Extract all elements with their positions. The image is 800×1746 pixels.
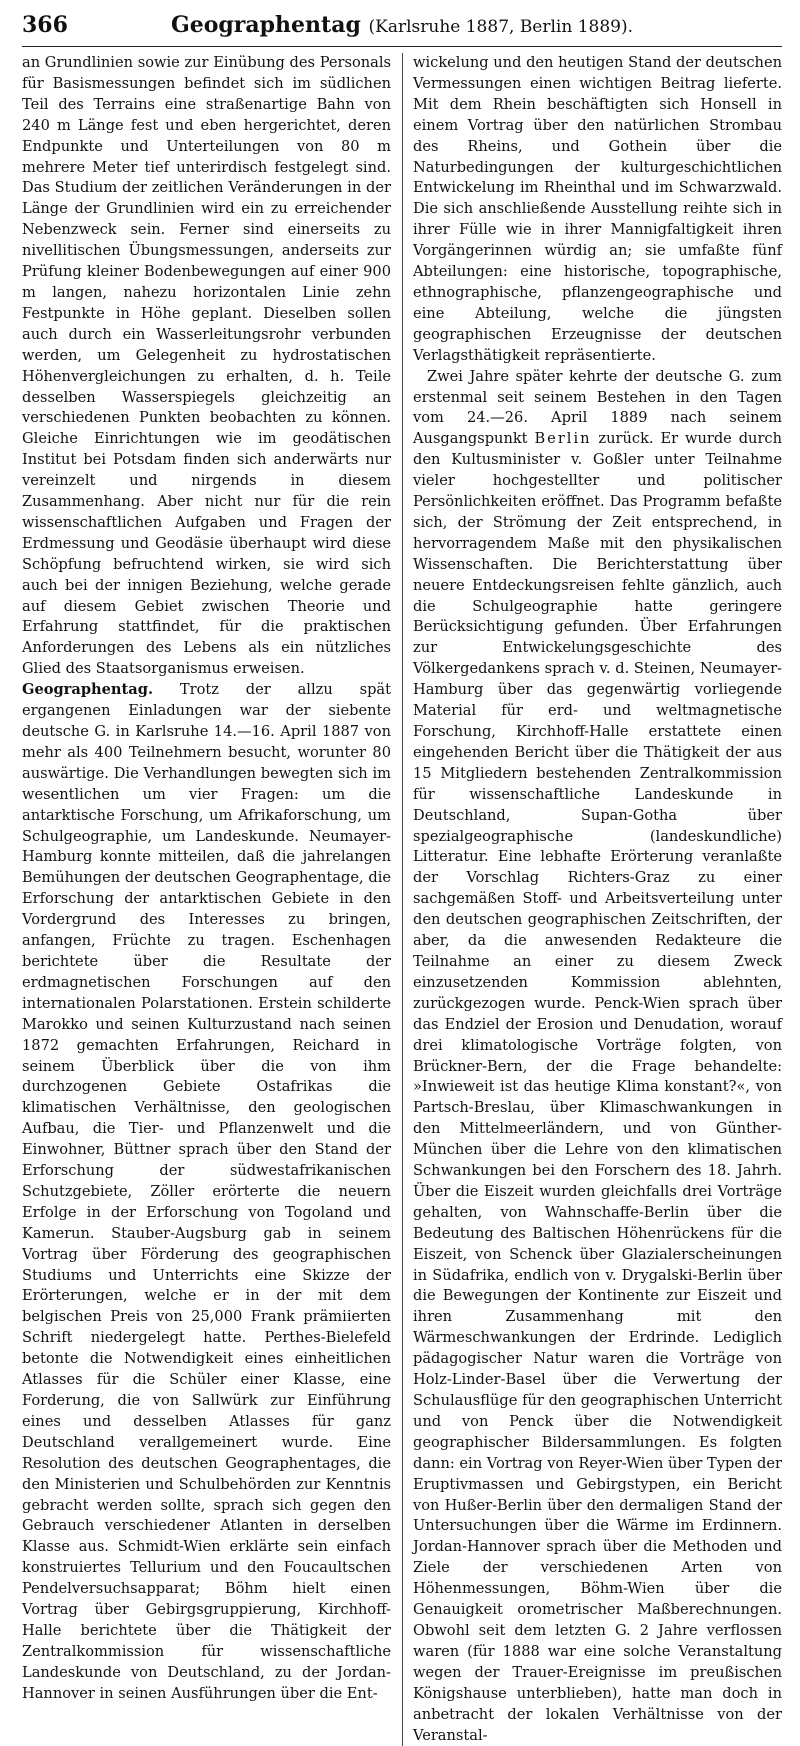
page-header bbox=[22, 6, 782, 47]
paragraph-berlin-1889 bbox=[413, 367, 782, 1746]
running-title-subtitle: (Karlsruhe 1887, Berlin 1889). bbox=[368, 17, 634, 37]
running-title bbox=[22, 12, 782, 38]
page-number: 366 bbox=[22, 12, 68, 38]
paragraph-berlin-text-a: Zwei Jahre später kehrte der deutsche G. zum erstenmal seit seinem Bestehen in den Tagen vom 24.—26. April 1889 nach seinem Ausgangspunkt bbox=[413, 367, 782, 448]
right-column bbox=[413, 53, 782, 1746]
city-berlin: Berlin bbox=[534, 430, 592, 448]
left-column bbox=[22, 53, 391, 1746]
entry-keyword: Geographentag. bbox=[22, 681, 154, 699]
running-title-main: Geographentag bbox=[170, 12, 361, 38]
paragraph-berlin-text-b: zurück. Er wurde durch den Kultusminister v. Goßler unter Teilnahme vieler hochgestellter und politischer Persönlichkeiten eröffnet. Das Programm befaßte sich, der Strömung der Zeit entsprechend, in hervorragendem Maße mit den physikalischen Wissenschaften. Die Berichterstattung über neuere Entdeckungsreisen fehlte gänzlich, auch die Schulgeographie hatte geringere Berücksichtigung gefunden. Über Erfahrungen zur Entwickelungsgeschichte des Völkergedankens sprach v. d. Steinen, Neumayer-Hamburg über das gegenwärtig vorliegende Material für erd- und weltmagnetische Forschung, Kirchhoff-Halle erstattete einen eingehenden Bericht über die Thätigkeit der aus 15 Mitgliedern bestehenden Zentralkommission für wissenschaftliche Landeskunde in Deutschland, Supan-Gotha über spezialgeographische (landeskundliche) Litteratur. Eine lebhafte Erörterung veranlaßte der Vorschlag Richters-Graz zu einer sachgemäßen Stoff- und Arbeitsverteilung unter den deutschen geographischen Zeitschriften, der aber, da die anwesenden Redakteure die Teilnahme an einer zu diesem Zweck einzusetzenden Kommission ablehnten, zurückgezogen wurde. Penck-Wien sprach über das Endziel der Erosion und Denudation, worauf drei klimatologische Vorträge folgten, von Brückner-Bern, der die Frage behandelte: »Inwieweit ist das heutige Klima konstant?«, von Partsch-Breslau, über Klimaschwankungen in den Mittelmeerländern, und von Günther-München über die Lehre von den klimatischen Schwankungen bei den Forschern des 18. Jahrh. Über die Eiszeit wurden gleichfalls drei Vorträge gehalten, von Wahnschaffe-Berlin über die Bedeutung des Baltischen Höhenrückens für die Eiszeit, von Schenck über Glazialerscheinungen in Südafrika, endlich von v. Drygalski-Berlin über die Bewegungen der Kontinente zur Eiszeit und ihren Zusammenhang mit den Wärmeschwankungen der Erdrinde. Lediglich pädagogischer Natur waren die Vorträge von Holz-Linder-Basel über die Verwertung der Schulausflüge für den geographischen Unterricht und von Penck über die Notwendigkeit geographischer Bildersammlungen. Es folgten dann: ein Vortrag von Reyer-Wien über Typen der Eruptivmassen und Gebirgstypen, ein Bericht von Hußer-Berlin über den dermaligen Stand der Untersuchungen über die Wärme im Erdinnern. Jordan-Hannover sprach über die Methoden und Ziele der verschiedenen Arten von Höhenmessungen, Böhm-Wien über die Genauigkeit orometrischer Maßberechnungen. Obwohl seit dem letzten G. 2 Jahre verflossen waren (für 1888 war eine solche Veranstaltung wegen der Trauer-Ereignisse im preußischen Königshause unterblieben), hatte man doch in anbetracht der lokalen Verhältnisse von der Veranstal- bbox=[413, 430, 782, 1744]
paragraph-continuation: wickelung und den heutigen Stand der deutschen Vermessungen einen wichtigen Beitrag lieferte. Mit dem Rhein beschäftigten sich Honsell in einem Vortrag über den natürlichen Strombau des Rheins, und Gothein über die Naturbedingungen der kulturgeschichtlichen Entwickelung im Rheinthal und im Schwarzwald. Die sich anschließende Ausstellung reihte sich in ihrer Fülle wie in ihrer Mannigfaltigkeit ihren Vorgängerinnen würdig an; sie umfaßte fünf Abteilungen: eine historische, topographische, ethnographische, pflanzengeographische und eine Abteilung, welche die jüngsten geographischen Erzeugnisse der deutschen Verlagsthätigkeit repräsentierte. bbox=[413, 54, 782, 364]
paragraph-geographentag-text: Trotz der allzu spät ergangenen Einladungen war der siebente deutsche G. in Karlsruhe 14.—16. April 1887 von mehr als 400 Teilnehmern besucht, worunter 80 auswärtige. Die Verhandlungen bewegten sich im wesentlichen um vier Fragen: um die antarktische Forschung, um Afrikaforschung, um Schulgeographie, um Landeskunde. Neumayer-Hamburg konnte mitteilen, daß die jahrelangen Bemühungen der deutschen Geographentage, die Erforschung der antarktischen Gebiete in den Vordergrund des Interesses zu bringen, anfangen, Früchte zu tragen. Eschenhagen berichtete über die Resultate der erdmagnetischen Forschungen auf den internationalen Polarstationen. Erstein schilderte Marokko und seinen Kulturzustand nach seinen 1872 gemachten Erfahrungen, Reichard in seinem Überblick über die von ihm durchzogenen Gebiete Ostafrikas die klimatischen Verhältnisse, den geologischen Aufbau, die Tier- und Pflanzenwelt und die Einwohner, Büttner sprach über den Stand der Erforschung der südwestafrikanischen Schutzgebiete, Zöller erörterte die neuern Erfolge in der Erforschung von Togoland und Kamerun. Stauber-Augsburg gab in seinem Vortrag über Förderung des geographischen Studiums und Unterrichts eine Skizze der Erörterungen, welche er in der mit dem belgischen Preis von 25,000 Frank prämiierten Schrift niedergelegt hatte. Perthes-Bielefeld betonte die Notwendigkeit eines einheitlichen Atlasses für die Schüler einer Klasse, eine Forderung, die von Sallwürk zur Einführung eines und desselben Atlasses für ganz Deutschland verallgemeinert wurde. Eine Resolution des deutschen Geographentages, die den Ministerien und Schulbehörden zur Kenntnis gebracht werden sollte, sprach sich gegen den Gebrauch verschiedener Atlanten in derselben Klasse aus. Schmidt-Wien erklärte sein einfach konstruiertes Tellurium und den Foucaultschen Pendelversuchsapparat; Böhm hielt einen Vortrag über Gebirgsgruppierung, Kirchhoff-Halle berichtete über die Thätigkeit der Zentralkommission für wissenschaftliche Landeskunde von Deutschland, zu der Jordan-Hannover in seinen Ausführungen über die Ent- bbox=[22, 681, 391, 1702]
paragraph-basismessungen: an Grundlinien sowie zur Einübung des Personals für Basismessungen befindet sich im südlichen Teil des Terrains eine straßenartige Bahn von 240 m Länge fest und eben hergerichtet, deren Endpunkte und Unterteilungen von 80 m mehrere Meter tief unterirdisch festgelegt sind. Das Studium der zeitlichen Veränderungen in der Länge der Grundlinien wird ein zu erreichender Nebenzweck sein. Ferner sind einerseits zu nivellitischen Übungsmessungen, anderseits zur Prüfung kleiner Bodenbewegungen auf einer 900 m langen, nahezu horizontalen Linie zehn Festpunkte in Höhe geplant. Dieselben sollen auch durch ein Wasserleitungsrohr verbunden werden, um Gelegenheit zu hydrostatischen Höhenvergleichungen zu erhalten, d. h. Teile desselben Wasserspiegels gleichzeitig an verschiedenen Punkten beobachten zu können. Gleiche Einrichtungen wie im geodätischen Institut bei Potsdam finden sich anderwärts nur vereinzelt und nirgends in diesem Zusammenhang. Aber nicht nur für die rein wissenschaftlichen Aufgaben und Fragen der Erdmessung und Geodäsie überhaupt wird diese Schöpfung befruchtend wirken, sie wird sich auch bei der innigen Beziehung, welche gerade auf diesem Gebiet zwischen Theorie und Erfahrung stattfindet, für die praktischen Anforderungen des Lebens als ein nützliches Glied des Staatsorganismus erweisen. bbox=[22, 54, 391, 678]
paragraph-geographentag bbox=[22, 680, 391, 1704]
text-columns bbox=[22, 47, 782, 1746]
